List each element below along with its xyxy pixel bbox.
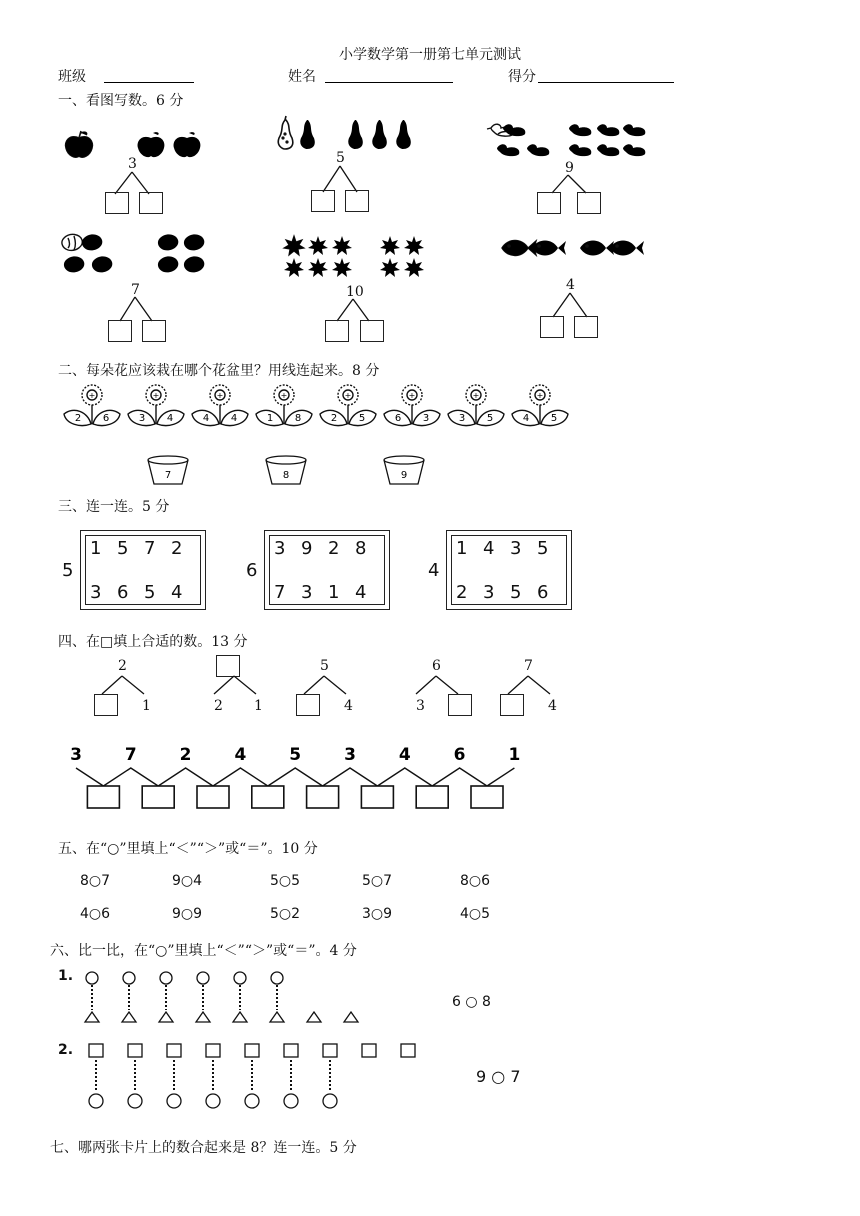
tree-right-number: 1: [142, 698, 151, 714]
flower-pot-row: [140, 456, 440, 488]
comparison-item[interactable]: 5○5: [270, 873, 301, 889]
tree-lines: [208, 676, 268, 698]
duck-icon: [489, 118, 649, 160]
q1-split-lines-4: [108, 297, 168, 321]
pepper-icon: [62, 232, 222, 276]
squares-circles-figure: [86, 1040, 426, 1110]
comparison-item[interactable]: 4○5: [460, 906, 491, 922]
q1-answer-box[interactable]: [574, 316, 598, 338]
svg-text:+: +: [216, 391, 224, 400]
chain-zigzag: [76, 768, 514, 786]
section-5-heading: 五、在“○”里填上“＜”“＞”或“＝”。10 分: [58, 841, 318, 857]
pear-icon: [275, 116, 415, 150]
panel-number[interactable]: 9: [301, 538, 313, 559]
q1-answer-box[interactable]: [105, 192, 129, 214]
panel-number[interactable]: 3: [510, 538, 522, 559]
q1-answer-box[interactable]: [142, 320, 166, 342]
panel-number[interactable]: 2: [456, 582, 468, 603]
panel-number[interactable]: 5: [510, 582, 522, 603]
panel-number[interactable]: 7: [144, 538, 156, 559]
chain-number: 4: [234, 745, 247, 765]
answer-box[interactable]: [296, 694, 320, 716]
q1-split-lines-1: [105, 172, 165, 194]
q1-answer-box[interactable]: [540, 316, 564, 338]
pot-number: 8: [282, 470, 290, 481]
flower-right-number: 4: [166, 413, 174, 424]
panel-target-number: 4: [428, 560, 440, 581]
panel-number[interactable]: 4: [171, 582, 183, 603]
name-label: 姓名: [288, 69, 316, 85]
pot-number: 9: [400, 470, 408, 481]
panel-number[interactable]: 2: [328, 538, 340, 559]
flower[interactable]: [192, 385, 248, 426]
q1-total-5: 10: [346, 284, 364, 300]
svg-text:+: +: [408, 391, 416, 400]
panel-number[interactable]: 1: [90, 538, 102, 559]
chain-answer-box[interactable]: [307, 786, 339, 808]
tree-top-number: 7: [524, 658, 533, 674]
q1-answer-box[interactable]: [577, 192, 601, 214]
panel-number[interactable]: 5: [537, 538, 549, 559]
panel-number[interactable]: 5: [144, 582, 156, 603]
compare-6-8: 6 ○ 8: [452, 994, 491, 1010]
maple-leaf-icon: [284, 236, 434, 278]
tree-left-number: 3: [416, 698, 425, 714]
q1-answer-box[interactable]: [311, 190, 335, 212]
flower-pot[interactable]: [266, 456, 306, 484]
flower[interactable]: [64, 385, 120, 426]
chain-number: 4: [398, 745, 411, 765]
chain-number: 6: [453, 745, 466, 765]
flower[interactable]: [448, 385, 504, 426]
panel-number[interactable]: 5: [117, 538, 129, 559]
page-title: 小学数学第一册第七单元测试: [339, 47, 521, 63]
svg-text:+: +: [472, 391, 480, 400]
fish-icon: [500, 236, 650, 266]
flower-left-number: 3: [138, 413, 146, 424]
tree-left-number: 2: [214, 698, 223, 714]
q1-total-2: 5: [336, 150, 345, 166]
answer-box[interactable]: [94, 694, 118, 716]
tree-right-number: 1: [254, 698, 263, 714]
flower[interactable]: [512, 385, 568, 426]
score-label: 得分: [508, 69, 536, 85]
panel-number[interactable]: 6: [537, 582, 549, 603]
flower-right-number: 5: [358, 413, 366, 424]
panel-target-number: 5: [62, 560, 74, 581]
section-1-heading: 一、看图写数。6 分: [58, 93, 184, 109]
flower[interactable]: [384, 385, 440, 426]
q1-answer-box[interactable]: [108, 320, 132, 342]
compare-9-7: 9 ○ 7: [476, 1067, 521, 1086]
panel-number[interactable]: 3: [90, 582, 102, 603]
class-field[interactable]: [104, 82, 194, 83]
flower-right-number: 6: [102, 413, 110, 424]
section-4-heading: 四、在□填上合适的数。13 分: [58, 634, 248, 650]
row-1-label: 1.: [58, 968, 74, 984]
flower-left-number: 2: [74, 413, 82, 424]
circles-triangles-figure: [80, 970, 370, 1026]
panel-number[interactable]: 3: [301, 582, 313, 603]
number-chain: [60, 742, 560, 814]
score-field[interactable]: [538, 82, 674, 83]
comparison-item[interactable]: 9○9: [172, 906, 203, 922]
chain-number: 5: [289, 745, 302, 765]
flower[interactable]: [128, 385, 184, 426]
row-2-label: 2.: [58, 1042, 74, 1058]
pot-number: 7: [164, 470, 172, 481]
chain-answer-box[interactable]: [87, 786, 119, 808]
q1-answer-box[interactable]: [325, 320, 349, 342]
tree-right-number: 4: [548, 698, 557, 714]
comparison-item[interactable]: 5○7: [362, 873, 393, 889]
svg-text:+: +: [88, 391, 96, 400]
panel-number[interactable]: 1: [456, 538, 468, 559]
class-label: 班级: [58, 69, 86, 85]
section-7-heading: 七、哪两张卡片上的数合起来是 8？连一连。5 分: [50, 1140, 357, 1156]
section-2-heading: 二、每朵花应该栽在哪个花盆里？用线连起来。8 分: [58, 363, 380, 379]
panel-number[interactable]: 7: [274, 582, 286, 603]
flower-right-number: 3: [422, 413, 430, 424]
q1-split-lines-5: [323, 299, 383, 321]
q1-total-1: 3: [128, 156, 137, 172]
chain-number: 3: [70, 745, 82, 765]
tree-right-number: 4: [344, 698, 353, 714]
flower[interactable]: [320, 385, 376, 426]
panel-number[interactable]: 3: [274, 538, 286, 559]
section-6-heading: 六、比一比，在“○”里填上“＜”“＞”或“＝”。4 分: [50, 943, 357, 959]
panel-number[interactable]: 2: [171, 538, 183, 559]
tree-top-number: 5: [320, 658, 329, 674]
panel-number[interactable]: 6: [117, 582, 129, 603]
panel-number[interactable]: 4: [483, 538, 495, 559]
chain-number: 2: [179, 745, 192, 765]
chain-answer-box[interactable]: [252, 786, 284, 808]
svg-text:+: +: [280, 391, 288, 400]
apple-icon: [64, 130, 214, 160]
tree-top-number: 2: [118, 658, 127, 674]
chain-answer-box[interactable]: [416, 786, 448, 808]
panel-number[interactable]: 8: [355, 538, 367, 559]
chain-answer-box[interactable]: [361, 786, 393, 808]
svg-text:+: +: [344, 391, 352, 400]
comparison-item[interactable]: 3○9: [362, 906, 393, 922]
q1-answer-box[interactable]: [537, 192, 561, 214]
flower-right-number: 8: [294, 413, 302, 424]
tree-top-number: 6: [432, 658, 441, 674]
flower-left-number: 6: [394, 413, 402, 424]
q1-answer-box[interactable]: [139, 192, 163, 214]
flower-row: [60, 384, 580, 428]
chain-number: 7: [124, 745, 137, 765]
answer-box[interactable]: [500, 694, 524, 716]
q1-answer-box[interactable]: [360, 320, 384, 342]
q1-total-4: 7: [131, 282, 140, 298]
flower-pot[interactable]: [384, 456, 424, 484]
flower-right-number: 5: [550, 413, 558, 424]
q1-total-3: 9: [565, 160, 574, 176]
svg-text:+: +: [536, 391, 544, 400]
comparison-item[interactable]: 9○4: [172, 873, 203, 889]
flower-right-number: 5: [486, 413, 494, 424]
panel-target-number: 6: [246, 560, 258, 581]
comparison-item[interactable]: 4○6: [80, 906, 111, 922]
answer-box[interactable]: [216, 655, 240, 677]
comparison-item[interactable]: 5○2: [270, 906, 301, 922]
q1-total-6: 4: [566, 277, 575, 293]
comparison-item[interactable]: 8○7: [80, 873, 111, 889]
q1-split-lines-2: [313, 166, 373, 192]
section-3-heading: 三、连一连。5 分: [58, 499, 170, 515]
flower-pot[interactable]: [148, 456, 188, 484]
chain-answer-box[interactable]: [197, 786, 229, 808]
chain-number: 3: [344, 745, 356, 765]
answer-box[interactable]: [448, 694, 472, 716]
panel-number[interactable]: 1: [328, 582, 340, 603]
q1-answer-box[interactable]: [345, 190, 369, 212]
flower-left-number: 1: [266, 413, 274, 424]
comparison-item[interactable]: 8○6: [460, 873, 491, 889]
flower-left-number: 3: [458, 413, 466, 424]
chain-answer-box[interactable]: [142, 786, 174, 808]
chain-answer-box[interactable]: [471, 786, 503, 808]
q1-split-lines-3: [540, 175, 600, 193]
svg-text:+: +: [152, 391, 160, 400]
flower-left-number: 4: [522, 413, 530, 424]
q1-split-lines-6: [541, 293, 601, 317]
flower[interactable]: [256, 385, 312, 426]
panel-number[interactable]: 4: [355, 582, 367, 603]
chain-number: 1: [508, 745, 521, 765]
flower-left-number: 2: [330, 413, 338, 424]
panel-number[interactable]: 3: [483, 582, 495, 603]
flower-right-number: 4: [230, 413, 238, 424]
name-field[interactable]: [325, 82, 453, 83]
flower-left-number: 4: [202, 413, 210, 424]
